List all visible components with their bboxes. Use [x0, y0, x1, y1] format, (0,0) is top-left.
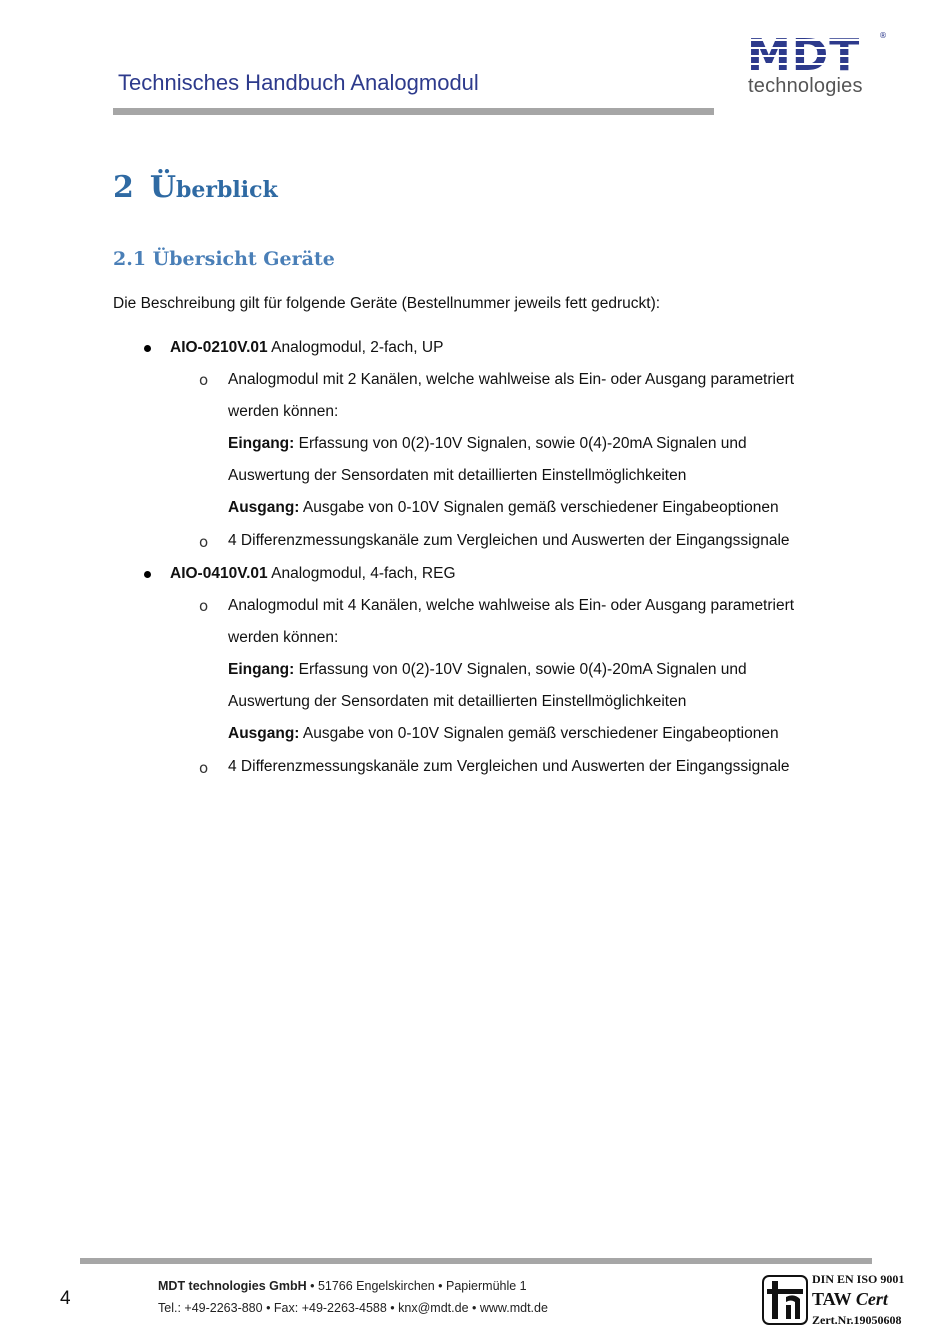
subsection-heading: 2.1 Übersicht Geräte	[113, 248, 335, 270]
input-label: Eingang:	[228, 435, 295, 452]
cert-standard: DIN EN ISO 9001	[812, 1272, 905, 1286]
input-description	[228, 428, 747, 460]
sub-bullet-icon: o	[199, 597, 209, 615]
section-heading	[113, 170, 278, 205]
bullet-icon	[144, 345, 151, 352]
sub-bullet-icon: o	[199, 371, 209, 389]
company-name: MDT technologies GmbH	[158, 1279, 307, 1293]
footer-divider	[80, 1258, 872, 1264]
input-text: Erfassung von 0(2)-10V Signalen, sowie 0(4)-20mA Signalen und	[294, 435, 747, 452]
device-item	[170, 332, 443, 364]
cert-issuer-main: TAW	[812, 1289, 856, 1309]
input-text: Erfassung von 0(2)-10V Signalen, sowie 0(4)-20mA Signalen und	[294, 661, 747, 678]
device-description: Analogmodul, 4-fach, REG	[267, 565, 456, 582]
footer-contact: Tel.: +49-2263-880 • Fax: +49-2263-4588 • knx@mdt.de • www.mdt.de	[158, 1301, 548, 1315]
output-label: Ausgang:	[228, 499, 300, 516]
section-title-rest: berblick	[176, 177, 278, 203]
input-description	[228, 654, 747, 686]
intro-paragraph: Die Beschreibung gilt für folgende Geräte (Bestellnummer jeweils fett gedruckt):	[113, 295, 661, 312]
cert-issuer-italic: Cert	[855, 1289, 888, 1309]
device-code: AIO-0410V.01	[170, 565, 268, 582]
cert-logo-icon	[762, 1275, 808, 1325]
registered-mark: ®	[879, 31, 887, 40]
output-text: Ausgabe von 0-10V Signalen gemäß verschiedener Eingabeoptionen	[299, 499, 779, 516]
cert-issuer	[812, 1289, 888, 1310]
mdt-logo-mark	[745, 30, 890, 75]
cert-number: Zert.Nr.19050608	[812, 1313, 902, 1327]
section-title-initial: Ü	[149, 170, 177, 205]
footer-address	[158, 1279, 527, 1293]
device-feature-line: werden können:	[228, 629, 339, 646]
device-item	[170, 558, 456, 590]
input-label: Eingang:	[228, 661, 295, 678]
section-number: 2	[113, 170, 134, 205]
company-address: • 51766 Engelskirchen • Papiermühle 1	[306, 1279, 527, 1293]
logo-text: MDT	[747, 30, 861, 75]
sub-bullet-icon: o	[199, 759, 209, 777]
device-feature-line: Analogmodul mit 2 Kanälen, welche wahlweise als Ein- oder Ausgang parametriert	[228, 371, 795, 388]
output-description	[228, 718, 779, 750]
output-label: Ausgang:	[228, 725, 300, 742]
document-title: Technisches Handbuch Analogmodul	[118, 70, 479, 95]
sub-bullet-icon: o	[199, 533, 209, 551]
header-divider	[113, 108, 714, 115]
cert-seal-icon	[762, 1275, 808, 1325]
mdt-logo	[745, 30, 890, 100]
logo-wordmark: technologies	[748, 75, 863, 97]
input-description-cont: Auswertung der Sensordaten mit detaillierten Einstellmöglichkeiten	[228, 467, 687, 484]
output-text: Ausgabe von 0-10V Signalen gemäß verschiedener Eingabeoptionen	[299, 725, 779, 742]
device-description: Analogmodul, 2-fach, UP	[267, 339, 444, 356]
page-number: 4	[60, 1288, 71, 1309]
output-description	[228, 492, 779, 524]
device-feature-line: 4 Differenzmessungskanäle zum Vergleichen und Auswerten der Eingangssignale	[228, 758, 790, 775]
input-description-cont: Auswertung der Sensordaten mit detaillierten Einstellmöglichkeiten	[228, 693, 687, 710]
device-code: AIO-0210V.01	[170, 339, 268, 356]
device-feature-line: Analogmodul mit 4 Kanälen, welche wahlweise als Ein- oder Ausgang parametriert	[228, 597, 795, 614]
device-feature-line: werden können:	[228, 403, 339, 420]
device-feature-line: 4 Differenzmessungskanäle zum Vergleichen und Auswerten der Eingangssignale	[228, 532, 790, 549]
bullet-icon	[144, 571, 151, 578]
